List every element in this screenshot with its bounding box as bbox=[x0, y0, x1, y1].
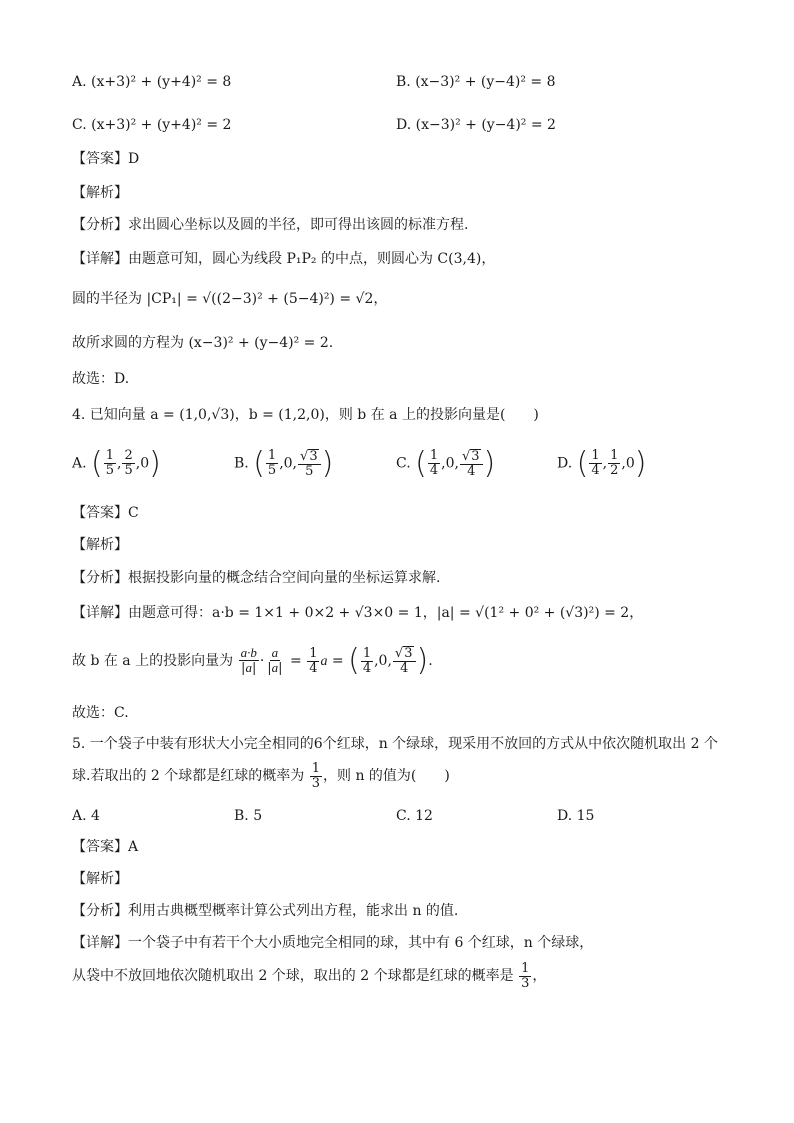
q3-option-a: A. (x+3)² + (y+4)² = 8 bbox=[72, 74, 232, 90]
fraction: $\frac{1}{5}$ bbox=[105, 448, 115, 478]
q5-analysis-tag: 【解析】 bbox=[72, 871, 128, 887]
answer-value: C bbox=[128, 505, 139, 521]
projection-text: 故 b 在 a 上的投影向量为 bbox=[72, 653, 234, 669]
answer-tag: 【答案】 bbox=[72, 839, 128, 855]
option-label: C. bbox=[396, 455, 411, 472]
fenxi-text: 根据投影向量的概念结合空间向量的坐标运算求解. bbox=[128, 570, 441, 586]
fraction: $\frac{1}{2}$ bbox=[610, 448, 619, 478]
q3-fenxi-line bbox=[72, 218, 468, 232]
fenxi-tag: 【分析】 bbox=[72, 570, 128, 586]
last-line-post: ， bbox=[532, 968, 547, 985]
q5-option-d: D. 15 bbox=[557, 808, 595, 824]
option-label: A. bbox=[72, 455, 87, 472]
fraction: $\frac{1}{4}$ bbox=[429, 448, 439, 478]
q5-last-line bbox=[72, 962, 546, 990]
q4-option-c: C. ( $\frac{1}{4}$ ,0, $\frac{√3}{4}$ ) bbox=[396, 446, 496, 481]
q4-xiangjie-line bbox=[72, 606, 643, 620]
fraction: $\frac{√3}{4}$ bbox=[460, 449, 483, 478]
fraction: $\frac{1}{5}$ bbox=[267, 448, 277, 478]
q3-option-c: C. (x+3)² + (y+4)² = 2 bbox=[72, 117, 232, 133]
stem-line2-pre: 球.若取出的 2 个球都是红球的概率为 bbox=[72, 768, 305, 785]
q5-option-a: A. 4 bbox=[72, 808, 100, 824]
fraction: $\frac{1}{4}$ bbox=[591, 448, 600, 478]
q5-answer-line bbox=[72, 840, 138, 854]
q5-fenxi-line bbox=[72, 904, 458, 918]
q4-option-b: B. ( $\frac{1}{5}$ ,0, $\frac{√3}{5}$ ) bbox=[234, 446, 334, 481]
q4-option-a: A. ( $\frac{1}{5}$ , $\frac{2}{5}$ ,0) bbox=[72, 446, 161, 481]
xiangjie-text: 一个袋子中有若干个大小质地完全相同的球，其中有 6 个红球，n 个绿球， bbox=[128, 935, 594, 951]
fenxi-tag: 【分析】 bbox=[72, 217, 128, 233]
q5-stem-line1: 5. 一个袋子中装有形状大小完全相同的6个红球，n 个绿球，现采用不放回的方式从中依次随机取出 2 个 bbox=[72, 736, 718, 752]
fenxi-tag: 【分析】 bbox=[72, 903, 128, 919]
q3-equation-line: 故所求圆的方程为 (x−3)² + (y−4)² = 2. bbox=[72, 335, 334, 351]
q4-fenxi-line bbox=[72, 571, 440, 585]
q4-analysis-tag: 【解析】 bbox=[72, 537, 128, 553]
q5-option-b: B. 5 bbox=[234, 808, 263, 824]
q4-choose-line: 故选：C. bbox=[72, 705, 129, 721]
answer-tag: 【答案】 bbox=[72, 151, 128, 167]
q4-stem: 4. 已知向量 a = (1,0,√3)，b = (1,2,0)，则 b 在 a 上的投影向量是( ) bbox=[72, 407, 539, 423]
q5-stem-line2 bbox=[72, 762, 450, 790]
q4-projection-line: 故 b 在 a 上的投影向量为 $\frac{a\cdot b}{|a|}$ · $\frac{a}{|a|}$ = $\frac{1}{4}$ a = ( $\frac{1}{4}$ ,0, $\frac{√3}{4}$ ). bbox=[72, 643, 433, 678]
q3-answer-line bbox=[72, 152, 139, 166]
stem-line2-post: ，则 n 的值为( ) bbox=[323, 768, 450, 785]
last-line-pre: 从袋中不放回地依次随机取出 2 个球，取出的 2 个球都是红球的概率是 bbox=[72, 968, 514, 985]
q3-analysis-tag: 【解析】 bbox=[72, 185, 128, 201]
xiangjie-text: 由题意可知，圆心为线段 P₁P₂ 的中点，则圆心为 C(3,4)， bbox=[128, 251, 496, 267]
answer-value: A bbox=[128, 839, 139, 855]
fraction: $\frac{1}{4}$ bbox=[362, 645, 372, 676]
fraction: $\frac{1}{3}$ bbox=[521, 961, 530, 991]
q4-option-d: D. ( $\frac{1}{4}$ , $\frac{1}{2}$ ,0) bbox=[557, 446, 647, 481]
fraction: $\frac{√3}{5}$ bbox=[298, 449, 321, 478]
xiangjie-tag: 【详解】 bbox=[72, 605, 128, 621]
fenxi-text: 求出圆心坐标以及圆的半径，即可得出该圆的标准方程. bbox=[128, 217, 469, 233]
fraction: $\frac{√3}{4}$ bbox=[393, 646, 416, 675]
q3-option-b: B. (x−3)² + (y−4)² = 8 bbox=[396, 74, 556, 90]
answer-tag: 【答案】 bbox=[72, 505, 128, 521]
q3-choose-line: 故选：D. bbox=[72, 371, 130, 387]
fraction: $\frac{1}{4}$ bbox=[309, 645, 318, 676]
q3-option-d: D. (x−3)² + (y−4)² = 2 bbox=[396, 117, 556, 133]
fraction: $\frac{a}{|a|}$ bbox=[267, 645, 283, 676]
xiangjie-tag: 【详解】 bbox=[72, 251, 128, 267]
option-label: B. bbox=[234, 455, 249, 472]
fraction: $\frac{1}{3}$ bbox=[311, 761, 320, 791]
q5-option-c: C. 12 bbox=[396, 808, 433, 824]
q3-xiangjie-line bbox=[72, 252, 495, 266]
xiangjie-text: 由题意可得：a·b = 1×1 + 0×2 + √3×0 = 1，|a| = √(1² + 0² + (√3)²) = 2， bbox=[128, 605, 644, 621]
fraction: $\frac{2}{5}$ bbox=[124, 448, 133, 478]
q5-xiangjie-line bbox=[72, 936, 593, 950]
option-label: D. bbox=[557, 455, 573, 472]
q4-answer-line bbox=[72, 506, 139, 520]
q3-radius-line: 圆的半径为 |CP₁| = √((2−3)² + (5−4)²) = √2， bbox=[72, 291, 388, 307]
fraction: $\frac{a\cdot b}{|a|}$ bbox=[240, 645, 257, 676]
answer-value: D bbox=[128, 151, 140, 167]
fenxi-text: 利用古典概型概率计算公式列出方程，能求出 n 的值. bbox=[128, 903, 459, 919]
xiangjie-tag: 【详解】 bbox=[72, 935, 128, 951]
